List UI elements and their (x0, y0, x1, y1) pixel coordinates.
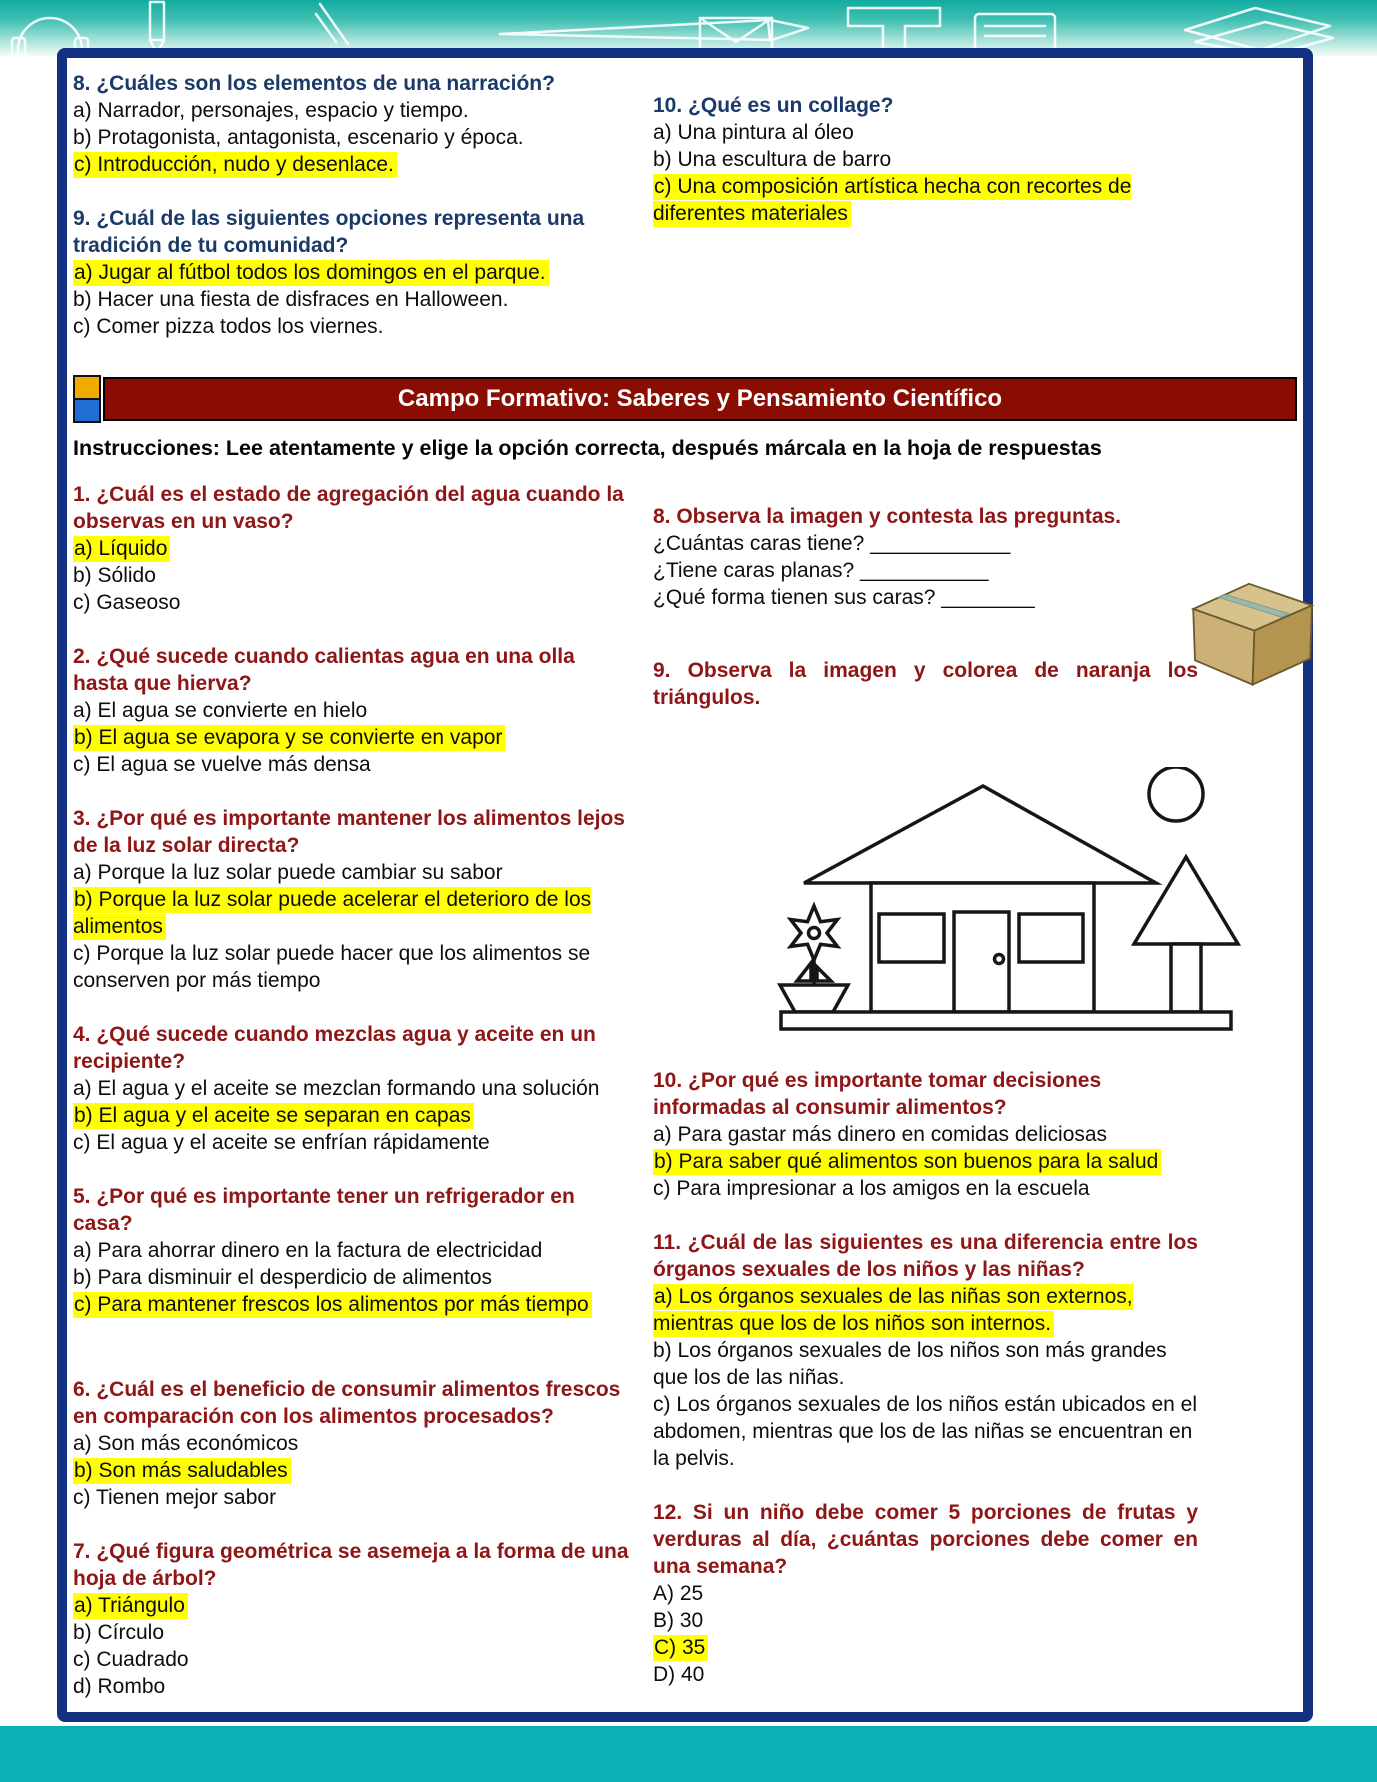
answer-option (73, 1075, 633, 1102)
answer-option (653, 173, 1198, 227)
answer-option (73, 97, 633, 124)
answer-text: b) Protagonista, antagonista, escenario y época. (73, 126, 524, 149)
pen-icon (150, 2, 164, 54)
answer-text: a) Para ahorrar dinero en la factura de electricidad (73, 1239, 543, 1262)
highlighted-answer: b) Son más saludables (73, 1458, 291, 1484)
answer-text: b) Una escultura de barro (653, 148, 892, 171)
question-block (653, 92, 1198, 227)
answer-option (73, 259, 633, 286)
window-left (879, 914, 944, 962)
answer-text: c) El agua se vuelve más densa (73, 753, 371, 776)
house-shapes-image (771, 767, 1241, 1037)
flower-center (809, 928, 820, 939)
window-right (1019, 914, 1083, 962)
answer-option (73, 1264, 633, 1291)
question-heading: 5. ¿Por qué es importante tener un refrigerador en casa? (73, 1185, 575, 1235)
page-content (67, 58, 1303, 1727)
question-block (653, 1067, 1198, 1202)
answer-text: a) Porque la luz solar puede cambiar su sabor (73, 861, 503, 884)
question-heading: 2. ¿Qué sucede cuando calientas agua en una olla hasta que hierva? (73, 645, 575, 695)
page-frame (57, 48, 1313, 1722)
question-heading: 9. ¿Cuál de las siguientes opciones representa una tradición de tu comunidad? (73, 207, 585, 257)
answer-text: b) Para disminuir el desperdicio de alimentos (73, 1266, 493, 1289)
answer-text: c) El agua y el aceite se enfrían rápidamente (73, 1131, 490, 1154)
answer-option (73, 1673, 633, 1700)
question-heading: 7. ¿Qué figura geométrica se asemeja a la forma de una hoja de árbol? (73, 1540, 629, 1590)
answer-text: b) Círculo (73, 1621, 165, 1644)
answer-text: c) Cuadrado (73, 1648, 189, 1671)
answer-option (73, 286, 633, 313)
question-block (73, 805, 633, 994)
question-block (73, 1183, 633, 1318)
answer-option (73, 1129, 633, 1156)
answer-text: a) Narrador, personajes, espacio y tiempo. (73, 99, 469, 122)
highlighted-answer: c) Introducción, nudo y desenlace. (73, 152, 397, 178)
question-block (73, 1021, 633, 1156)
question-heading: 6. ¿Cuál es el beneficio de consumir alimentos frescos en comparación con los alimentos procesados? (73, 1378, 621, 1428)
answer-text: a) El agua se convierte en hielo (73, 699, 368, 722)
answer-option (653, 1121, 1198, 1148)
question-heading: 3. ¿Por qué es importante mantener los alimentos lejos de la luz solar directa? (73, 807, 625, 857)
question-heading: 11. ¿Cuál de las siguientes es una diferencia entre los órganos sexuales de los niños y las niñas? (653, 1231, 1198, 1281)
answer-text: a) Una pintura al óleo (653, 121, 854, 144)
answer-option (73, 562, 633, 589)
answer-text: D) 40 (653, 1663, 705, 1686)
fill-in-line: ¿Cuántas caras tiene? ____________ (653, 532, 1011, 555)
answer-option (653, 1391, 1198, 1472)
answer-option (73, 313, 633, 340)
answer-option (73, 1619, 633, 1646)
answer-text: b) Hacer una fiesta de disfraces en Halloween. (73, 288, 509, 311)
answer-text: d) Rombo (73, 1675, 166, 1698)
answer-option (653, 1175, 1198, 1202)
answer-option (73, 940, 633, 994)
banner-title: Campo Formativo: Saberes y Pensamiento Científico (103, 377, 1297, 421)
highlighted-answer: b) El agua y el aceite se separan en capas (73, 1103, 474, 1129)
answer-option (73, 886, 633, 940)
science-right-column (653, 481, 1198, 1727)
question-heading: 10. ¿Qué es un collage? (653, 94, 894, 117)
answer-option (73, 1102, 633, 1129)
question-heading: 9. Observa la imagen y colorea de naranja los triángulos. (653, 659, 1198, 709)
question-heading: 8. ¿Cuáles son los elementos de una narración? (73, 72, 555, 95)
question-heading: 12. Si un niño debe comer 5 porciones de frutas y verduras al día, ¿cuántas porciones debe comer en una semana? (653, 1501, 1198, 1578)
blue-square-icon (73, 398, 101, 423)
ground-bar (781, 1012, 1231, 1029)
answer-option (653, 1580, 1198, 1607)
highlighted-answer: c) Para mantener frescos los alimentos por más tiempo (73, 1292, 592, 1318)
answer-option (653, 1634, 1198, 1661)
answer-option (73, 124, 633, 151)
answer-option (73, 1646, 633, 1673)
notebook-lines-icon (985, 26, 1045, 36)
answer-option (653, 1607, 1198, 1634)
answer-text: c) Gaseoso (73, 591, 181, 614)
highlighted-answer: C) 35 (653, 1635, 708, 1661)
question-heading: 10. ¿Por qué es importante tomar decisiones informadas al consumir alimentos? (653, 1069, 1102, 1119)
answer-option (653, 146, 1198, 173)
ruler-icon (316, 4, 348, 44)
answer-text: c) Tienen mejor sabor (73, 1486, 277, 1509)
question-block (653, 1499, 1198, 1688)
question-heading: 8. Observa la imagen y contesta las preguntas. (653, 505, 1122, 528)
answer-text: c) Para impresionar a los amigos en la escuela (653, 1177, 1090, 1200)
question-block (653, 657, 1198, 1037)
sun-circle (1149, 767, 1203, 821)
answer-option (73, 1592, 633, 1619)
tree-triangle (1134, 857, 1238, 944)
answer-text: c) Los órganos sexuales de los niños están ubicados en el abdomen, mientras que los de las niñas se encuentran en la pelvis. (653, 1393, 1198, 1470)
answer-text: c) Porque la luz solar puede hacer que los alimentos se conserven por más tiempo (73, 942, 591, 992)
answer-option (73, 1457, 633, 1484)
answer-text: a) Son más económicos (73, 1432, 299, 1455)
answer-option (73, 859, 633, 886)
answer-text: b) Sólido (73, 564, 156, 587)
science-question-row (73, 481, 1297, 1727)
column-gap (633, 70, 653, 367)
answer-option (653, 1661, 1198, 1688)
answer-option (653, 119, 1198, 146)
answer-option (73, 697, 633, 724)
top-left-column (73, 70, 633, 367)
highlighted-answer: a) Los órganos sexuales de las niñas son externos, mientras que los de los niños son internos. (653, 1285, 1133, 1335)
top-question-row (73, 70, 1297, 367)
answer-text: a) Para gastar más dinero en comidas deliciosas (653, 1123, 1108, 1146)
answer-option (73, 1430, 633, 1457)
cardboard-box-image (1186, 573, 1321, 690)
question-block (73, 643, 633, 778)
tree-trunk (1171, 944, 1201, 1012)
highlighted-answer: b) Para saber qué alimentos son buenos para la salud (653, 1149, 1161, 1175)
banner-squares (73, 375, 103, 423)
answer-option (73, 1484, 633, 1511)
section-banner (73, 373, 1297, 425)
question-block (73, 1538, 633, 1700)
roof-triangle (804, 786, 1156, 883)
door-knob (995, 955, 1004, 964)
answer-option (73, 1291, 633, 1318)
answer-option (653, 1283, 1198, 1337)
fill-in-line: ¿Tiene caras planas? ___________ (653, 559, 989, 582)
answer-text: a) El agua y el aceite se mezclan formando una solución (73, 1077, 600, 1100)
science-left-column (73, 481, 633, 1727)
answer-text: c) Comer pizza todos los viernes. (73, 315, 384, 338)
answer-text: B) 30 (653, 1609, 704, 1632)
answer-option (73, 724, 633, 751)
answer-text: A) 25 (653, 1582, 704, 1605)
highlighted-answer: a) Jugar al fútbol todos los domingos en el parque. (73, 260, 549, 286)
yellow-square-icon (73, 375, 101, 400)
answer-option (73, 1237, 633, 1264)
answer-option (73, 751, 633, 778)
answer-option (73, 589, 633, 616)
answer-option (653, 1337, 1198, 1391)
question-heading: 1. ¿Cuál es el estado de agregación del agua cuando la observas en un vaso? (73, 483, 624, 533)
leaf-left (797, 963, 811, 981)
question-block (73, 1376, 633, 1511)
question-block (73, 481, 633, 616)
highlighted-answer: b) Porque la luz solar puede acelerar el deterioro de los alimentos (73, 888, 592, 938)
highlighted-answer: a) Líquido (73, 536, 170, 562)
answer-text: b) Los órganos sexuales de los niños son más grandes que los de las niñas. (653, 1339, 1167, 1389)
leaf-right (817, 967, 831, 981)
question-block (653, 503, 1198, 623)
question-block (653, 1229, 1198, 1472)
pencil-icon (500, 20, 808, 40)
instructions-text: Instrucciones: Lee atentamente y elige la opción correcta, después márcala en la hoja de respuestas (73, 436, 1102, 460)
highlighted-answer: c) Una composición artística hecha con recortes de diferentes materiales (653, 175, 1132, 225)
question-heading: 4. ¿Qué sucede cuando mezclas agua y aceite en un recipiente? (73, 1023, 596, 1073)
highlighted-answer: a) Triángulo (73, 1593, 188, 1619)
top-right-column (653, 70, 1198, 367)
bottom-decorative-band (0, 1726, 1377, 1782)
flower-pot (780, 985, 848, 1012)
fill-in-line: ¿Qué forma tienen sus caras? ________ (653, 586, 1035, 609)
question-block (73, 205, 633, 340)
answer-option (73, 535, 633, 562)
column-gap (633, 481, 653, 1727)
highlighted-answer: b) El agua se evapora y se convierte en vapor (73, 725, 505, 751)
answer-option (73, 151, 633, 178)
answer-option (653, 1148, 1198, 1175)
question-block (73, 70, 633, 178)
